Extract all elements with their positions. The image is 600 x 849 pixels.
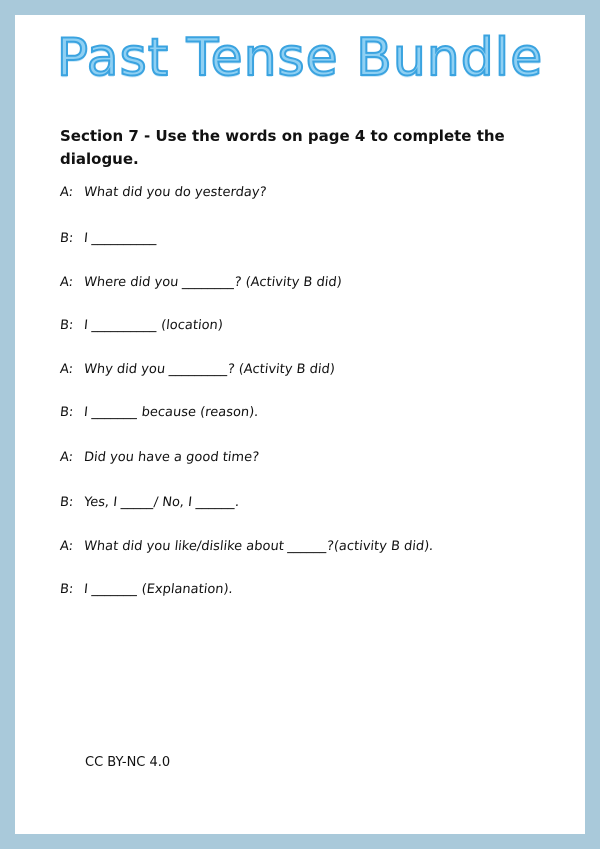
speaker-label: B: xyxy=(59,318,75,333)
dialogue-line xyxy=(59,231,541,246)
dialogue-text: I __________ (location) xyxy=(83,318,224,333)
section-instructions: Section 7 - Use the words on page 4 to complete the dialogue. xyxy=(60,127,505,168)
speaker-label: B: xyxy=(59,495,75,510)
dialogue-line xyxy=(59,405,541,420)
dialogue-line xyxy=(59,362,541,377)
dialogue-text: Why did you _________? (Activity B did) xyxy=(83,362,336,377)
dialogue-line xyxy=(59,495,541,510)
speaker-label: B: xyxy=(59,231,75,246)
speaker-label: B: xyxy=(59,582,75,597)
dialogue-text: Did you have a good time? xyxy=(83,450,260,465)
dialogue-line xyxy=(59,185,541,200)
dialogue-line xyxy=(59,318,541,333)
dialogue-line xyxy=(59,275,541,290)
dialogue-text: I _______ because (reason). xyxy=(83,405,260,420)
dialogue-line xyxy=(59,539,541,554)
speaker-label: A: xyxy=(59,275,74,290)
page-title: Past Tense Bundle xyxy=(56,28,544,88)
dialogue-line xyxy=(59,582,541,597)
speaker-label: A: xyxy=(59,362,74,377)
license-footer: CC BY-NC 4.0 xyxy=(85,755,171,770)
dialogue-text: I __________ xyxy=(83,231,158,246)
speaker-label: A: xyxy=(59,539,74,554)
dialogue-text: I _______ (Explanation). xyxy=(83,582,234,597)
speaker-label: A: xyxy=(59,450,74,465)
dialogue-line xyxy=(59,450,541,465)
speaker-label: B: xyxy=(59,405,75,420)
dialogue-text: What did you do yesterday? xyxy=(83,185,268,200)
dialogue-text: What did you like/dislike about ______?(activity B did). xyxy=(83,539,435,554)
dialogue-text: Where did you ________? (Activity B did) xyxy=(83,275,343,290)
dialogue-text: Yes, I _____/ No, I ______. xyxy=(83,495,241,510)
speaker-label: A: xyxy=(59,185,74,200)
